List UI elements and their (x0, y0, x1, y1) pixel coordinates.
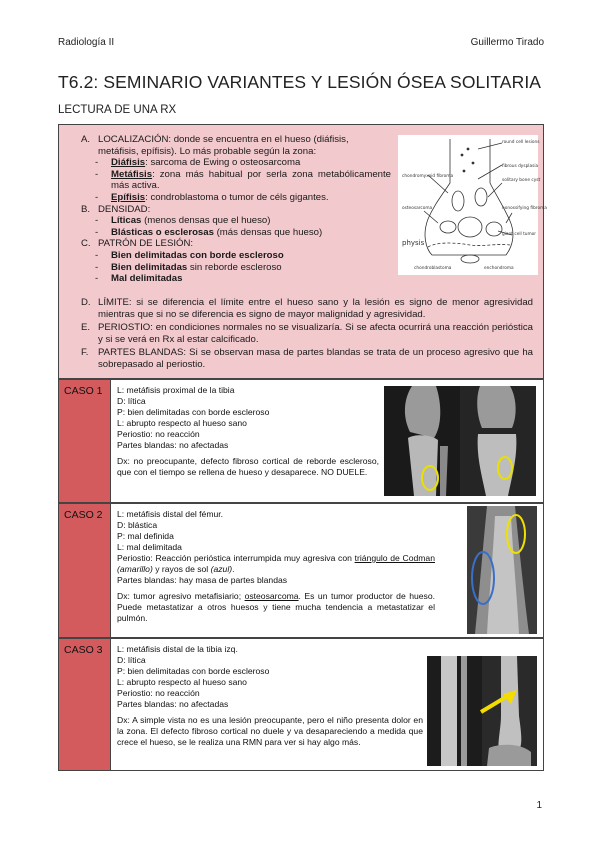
desc-metafisis: : zona más habitual por serla zona metabólicamente más activa. (111, 168, 391, 192)
case-1-density: D: lítica (117, 396, 146, 406)
label-enchondroma: enchondroma (484, 266, 514, 271)
case-1-loc: L: metáfisis proximal de la tibia (117, 385, 235, 395)
term-metafisis: Metáfisis (111, 168, 153, 180)
term-bien: Bien delimitadas (111, 261, 188, 273)
item-e-text: PERIOSTIO: en condiciones normales no se visualizaría. Si se afecta ocurrirá una reacción perióstica y si se verá en Rx al estar calcificado. (98, 322, 533, 345)
case-1-text (117, 385, 379, 478)
case-2-codman: triángulo de Codman (354, 553, 435, 563)
desc-liticas: (menos densas que el hueso) (141, 215, 271, 227)
header-left: Radiología II (58, 37, 115, 48)
label-chondromyxoid: chondromyxoid fibroma (402, 174, 454, 179)
case-2-azul: (azul) (210, 564, 233, 574)
case-2-periostio-end: . (232, 564, 235, 574)
case-2-xray-image (467, 506, 537, 634)
case-2-osteosarcoma: osteosarcoma (244, 591, 299, 601)
case-1-partes-blandas: Partes blandas: no afectadas (117, 440, 229, 450)
case-2-periostio-mid: y rayos de sol (152, 564, 211, 574)
item-c-text: PATRÓN DE LESIÓN: (98, 238, 194, 250)
section-subtitle: LECTURA DE UNA RX (58, 104, 177, 116)
sub-blasticas: - Blásticas o esclerosas (más densas que hueso) (95, 226, 323, 238)
reading-guide-box (58, 124, 547, 379)
label-nonossifying: nonossifying fibroma (502, 206, 547, 211)
term-blasticas: Blásticas o esclerosas (111, 226, 214, 238)
case-1-diagnosis: Dx: no preocupante, defecto fibroso cortical de reborde escleroso, que con el tiempo se rellena de hueso y desaparece. NO DUELE. (117, 456, 379, 477)
case-1-limit: L: abrupto respecto al hueso sano (117, 418, 247, 428)
label-physis: physis (402, 239, 425, 247)
case-2-loc: L: metáfisis distal del fémur. (117, 509, 224, 519)
case-2-dx-end: . Es un tumor productor de hueso. Puede metastatizar a otros huesos y tiene mucha tendencia a metastatizar el pulmón. (117, 591, 435, 623)
desc-epifisis: : condroblastoma o tumor de céls gigantes. (145, 191, 329, 203)
case-2-density: D: blástica (117, 520, 158, 530)
case-3-row (58, 638, 544, 771)
case-3-limit: L: abrupto respecto al hueso sano (117, 677, 247, 687)
case-2-label: CASO 2 (59, 504, 111, 637)
case-2-limit: L: mal delimitada (117, 542, 182, 552)
label-fibrous-dysplasia: fibrous dysplasia (502, 164, 539, 169)
case-2-text (117, 509, 435, 624)
case-1-row (58, 379, 544, 503)
label-giant-cell: giant cell tumor (502, 232, 537, 237)
marker-e: E. (81, 322, 91, 333)
marker-d: D. (81, 297, 91, 308)
diagram-bg (398, 135, 541, 275)
item-c (81, 238, 391, 250)
desc-bien: sin reborde escleroso (187, 261, 282, 273)
case-1-label: CASO 1 (59, 380, 111, 502)
case-3-pattern: P: bien delimitadas con borde escleroso (117, 666, 270, 676)
desc-diafisis: : sarcoma de Ewing o osteosarcoma (145, 157, 301, 169)
item-e (81, 322, 533, 345)
header-right: Guillermo Tirado (470, 37, 544, 48)
sub-liticas: - Líticas (menos densas que el hueso) (95, 215, 271, 227)
marker-c: C. (81, 238, 91, 250)
sub-bien: - Bien delimitadas sin reborde escleroso (95, 261, 282, 273)
case-2-periostio-pre: Periostio: Reacción perióstica interrumpida muy agresiva con (117, 553, 355, 563)
case-2-amarillo: (amarillo) (117, 564, 153, 574)
desc-blasticas: (más densas que hueso) (213, 226, 323, 238)
case-2-diagnosis (117, 591, 435, 624)
term-liticas: Líticas (111, 215, 142, 227)
item-b (81, 204, 391, 216)
term-diafisis: Diáfisis (111, 157, 146, 169)
item-b-text: DENSIDAD: (98, 203, 151, 215)
case-3-density: D: lítica (117, 655, 146, 665)
case-3-label: CASO 3 (59, 639, 111, 770)
sub-bien-borde: - Bien delimitadas con borde escleroso (95, 249, 284, 261)
term-bien-borde: Bien delimitadas con borde escleroso (111, 249, 284, 261)
item-f-text: PARTES BLANDAS: Si se observan masa de partes blandas se trata de un proceso agresivo que ha sobrepasado al periostio. (98, 347, 533, 370)
page-title: T6.2: SEMINARIO VARIANTES Y LESIÓN ÓSEA SOLITARIA (58, 72, 542, 92)
label-solitary-bone-cyst: solitary bone cyst (502, 178, 541, 183)
case-2-pattern: P: mal definida (117, 531, 174, 541)
reading-list-upper (81, 134, 391, 285)
case-2-dx-pre: Dx: tumor agresivo metafisiario; (117, 591, 245, 601)
case-3-loc: L: metáfisis distal de la tibia izq. (117, 644, 238, 654)
label-chondroblastoma: chondroblastoma (414, 266, 452, 271)
bone-lesion-location-diagram (398, 135, 547, 275)
case-3-xray-image (427, 656, 537, 766)
case-2-row (58, 503, 544, 638)
sub-epifisis: - Epífisis: condroblastoma o tumor de céls gigantes. (95, 191, 329, 203)
item-d (81, 297, 533, 320)
case-1-xray-image (384, 386, 536, 496)
case-2-partes-blandas: Partes blandas: hay masa de partes blandas (117, 575, 288, 585)
case-1-pattern: P: bien delimitadas con borde escleroso (117, 407, 270, 417)
term-mal: Mal delimitadas (111, 273, 183, 285)
case-1-periostio: Periostio: no reacción (117, 429, 200, 439)
case-2-periostio (117, 553, 435, 575)
term-epifisis: Epífisis (111, 191, 146, 203)
label-round-cell: round cell lesions (502, 140, 540, 145)
marker-a: A. (81, 134, 91, 145)
item-a-text: LOCALIZACIÓN: donde se encuentra en el hueso (diáfisis, metáfisis, epífisis). Lo más probable según la zona: (98, 134, 349, 157)
case-3-text (117, 644, 423, 748)
sub-mal: - Mal delimitadas (95, 273, 183, 285)
case-3-periostio: Periostio: no reacción (117, 688, 200, 698)
case-3-diagnosis: Dx: A simple vista no es una lesión preocupante, pero el niño presenta dolor en la zona. El defecto fibroso cortical no duele y va desapareciendo a medida que crece el hueso, se le realiza una RMN para ver si hay algo más. (117, 715, 423, 747)
item-f (81, 347, 533, 370)
sub-diafisis: - Diáfisis: sarcoma de Ewing o osteosarcoma (95, 157, 301, 169)
sub-metafisis: - Metáfisis: zona más habitual por serla zona metabólicamente más activa. (95, 168, 391, 192)
item-d-text: LÍMITE: si se diferencia el límite entre el hueso sano y la lesión es signo de menor agresividad mientras que si no se diferencia es signo de mayor malignidad y agresividad. (98, 297, 533, 320)
case-3-partes-blandas: Partes blandas: no afectadas (117, 699, 229, 709)
label-osteosarcoma: osteosarcoma (402, 206, 433, 211)
marker-f: F. (81, 347, 89, 358)
page-number: 1 (536, 800, 542, 811)
marker-b: B. (81, 203, 91, 215)
item-a (81, 134, 391, 157)
